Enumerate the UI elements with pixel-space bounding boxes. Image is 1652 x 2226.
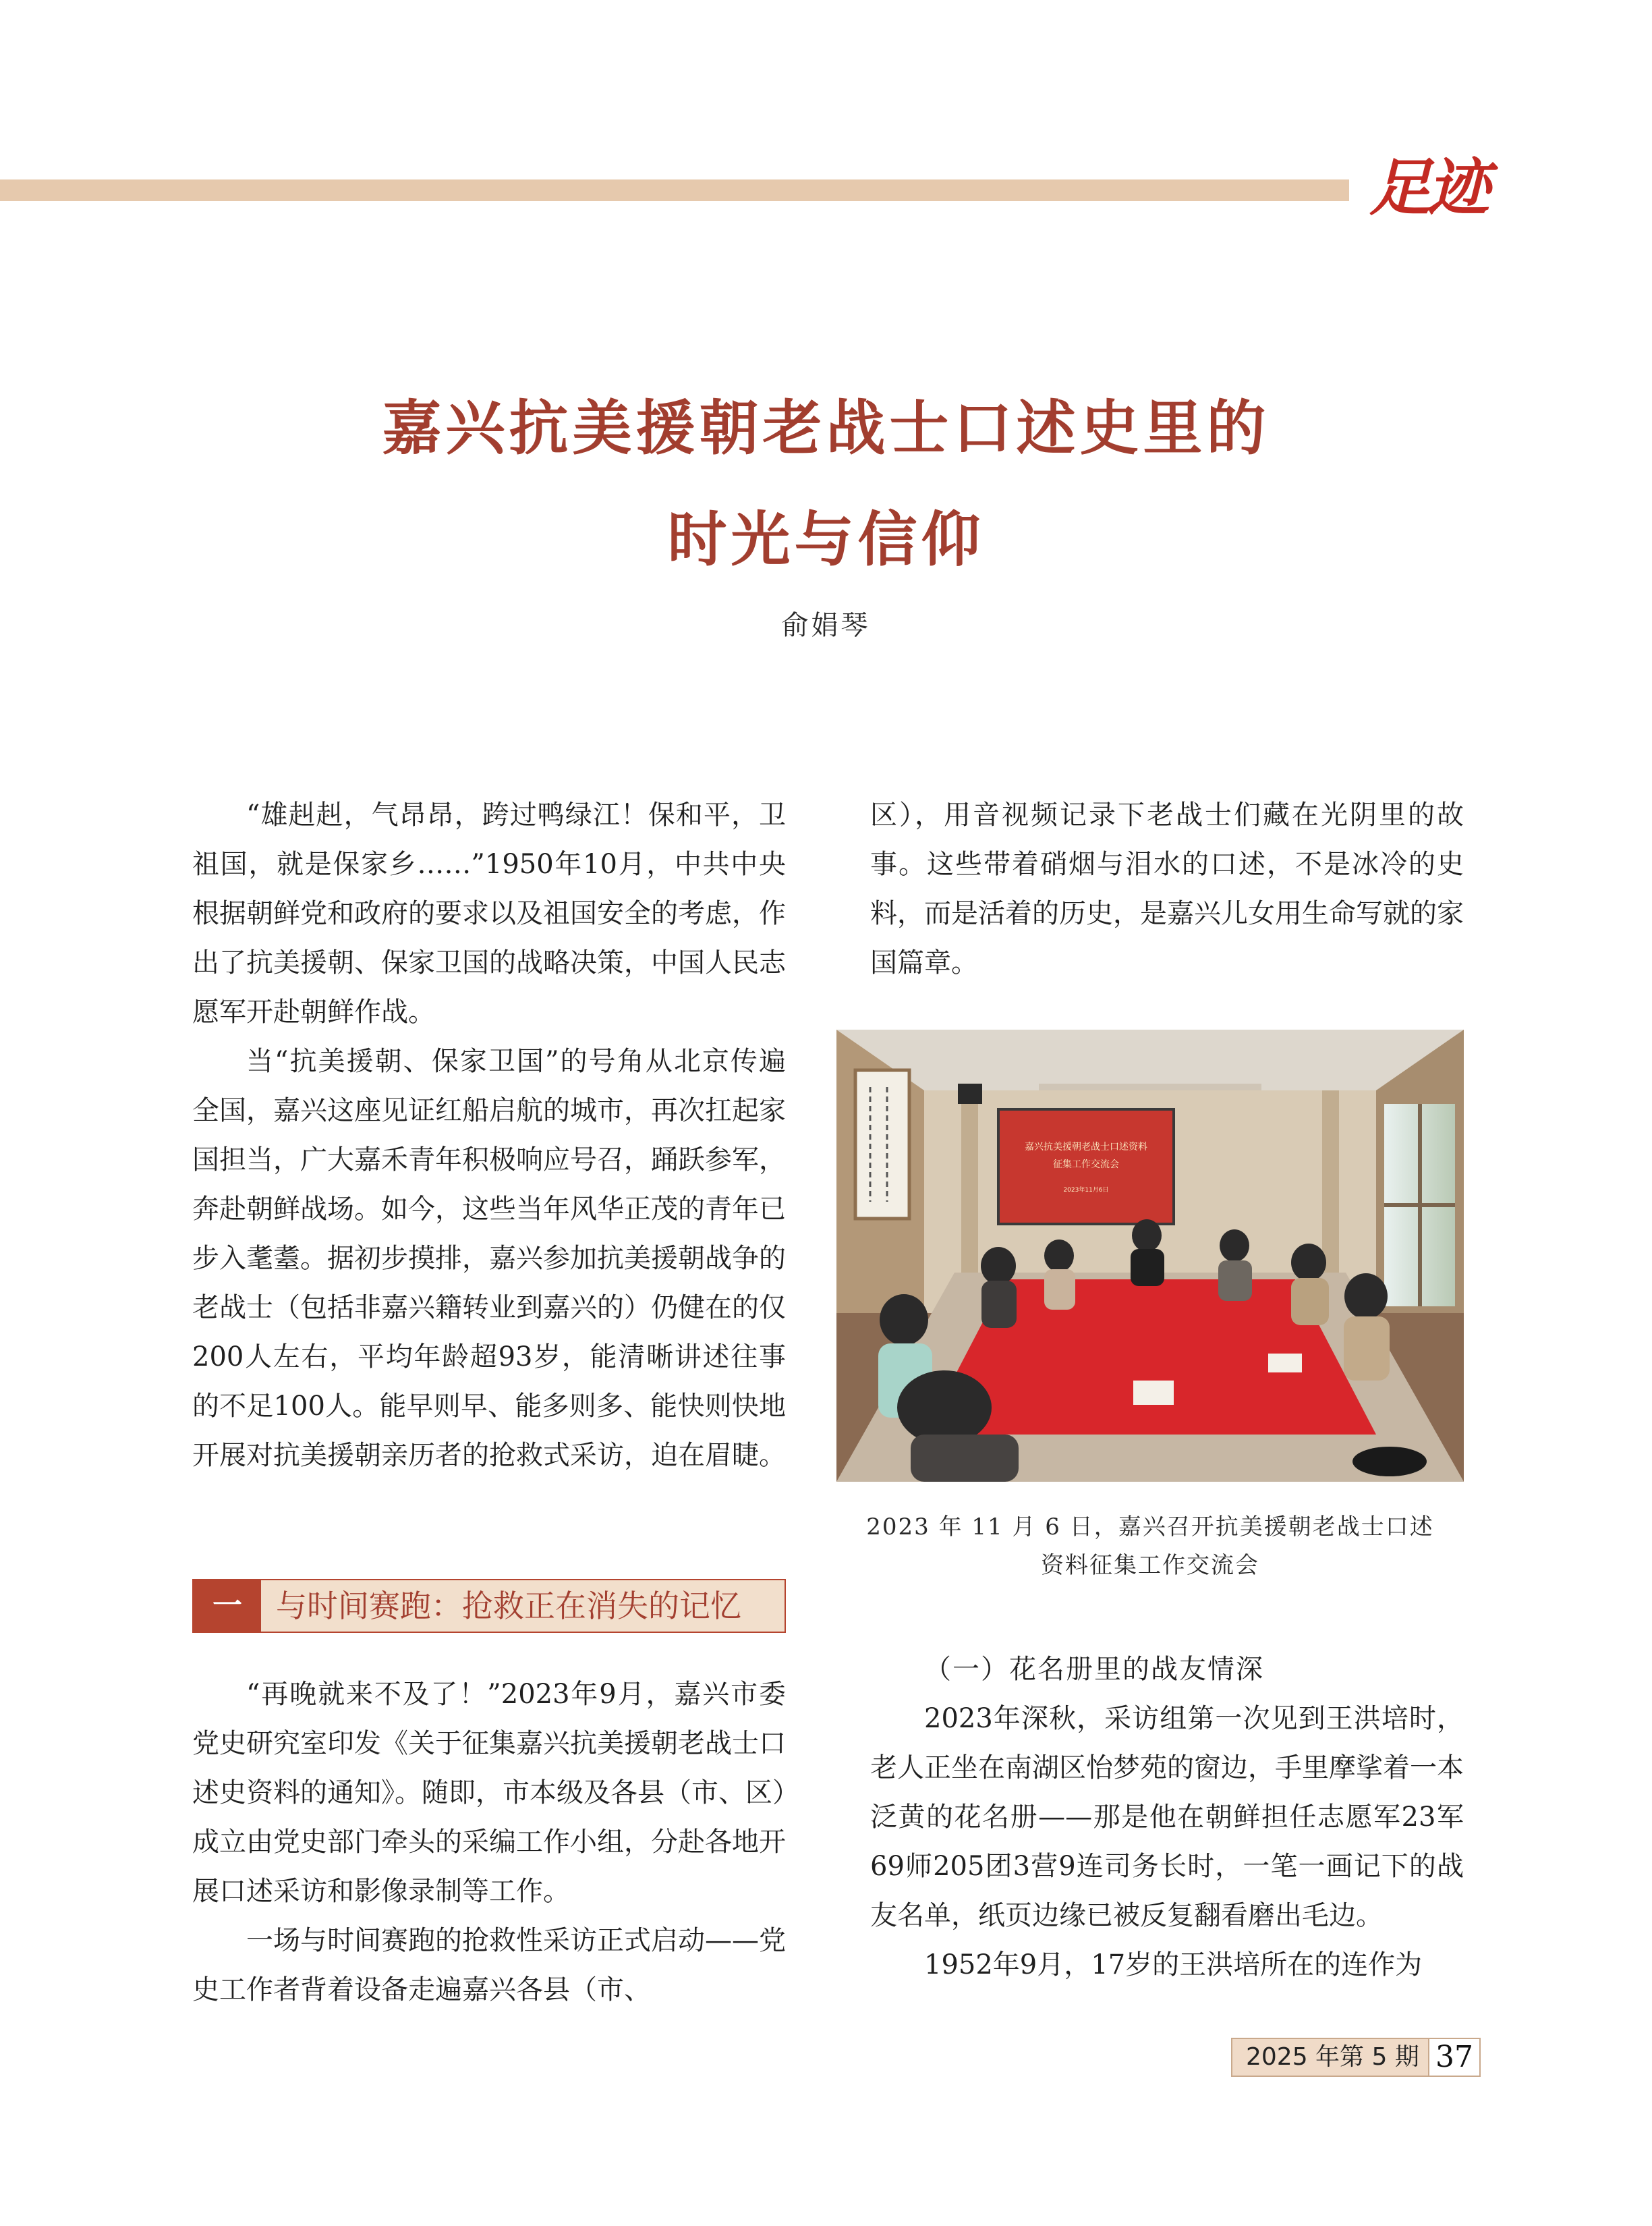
screen-date: 2023年11月6日 xyxy=(1063,1187,1109,1194)
issue-label: 2025 年第 5 期 xyxy=(1246,2043,1419,2071)
meeting-photo xyxy=(836,1030,1464,1482)
left-column-top xyxy=(192,791,786,1480)
article-title-line1: 嘉兴抗美援朝老战士口述史里的 xyxy=(382,393,1270,463)
article-title-line2: 时光与信仰 xyxy=(667,505,985,574)
column-logo: 足迹 xyxy=(1369,151,1486,224)
caption-line2: 资料征集工作交流会 xyxy=(1041,1552,1259,1579)
paragraph: 1952年9月，17岁的王洪培所在的连作为 xyxy=(924,1949,1423,1980)
paragraph: “雄赳赳，气昂昂，跨过鸭绿江！保和平，卫祖国，就是保家乡……”1950年10月，中共中央根据朝鲜党和政府的要求以及祖国安全的考虑，作出了抗美援朝、保家卫国的战略决策，中国人民志愿军开赴朝鲜作战。 xyxy=(192,800,786,1028)
section-heading xyxy=(192,1579,786,1633)
photo-caption xyxy=(836,1508,1464,1585)
author-name: 俞娟琴 xyxy=(781,610,871,641)
paragraph: 区），用音视频记录下老战士们藏在光阴里的故事。这些带着硝烟与泪水的口述，不是冰冷的史料，而是活着的历史，是嘉兴儿女用生命写就的家国篇章。 xyxy=(870,800,1464,978)
screen-line1: 嘉兴抗美援朝老战士口述资料 xyxy=(1025,1142,1147,1152)
meeting-photo-illustration xyxy=(836,1030,1464,1482)
right-column-bottom xyxy=(870,1645,1464,1990)
left-column-bottom xyxy=(192,1670,786,2015)
page-number: 37 xyxy=(1428,2038,1481,2077)
page-footer xyxy=(1231,2038,1481,2077)
section-number: 一 xyxy=(194,1580,261,1632)
paragraph: 一场与时间赛跑的抢救性采访正式启动——党史工作者背着设备走遍嘉兴各县（市、 xyxy=(192,1925,786,2005)
screen-line2: 征集工作交流会 xyxy=(1053,1159,1119,1170)
subsection-heading: （一）花名册里的战友情深 xyxy=(924,1654,1264,1685)
section-title: 与时间赛跑：抢救正在消失的记忆 xyxy=(276,1588,741,1624)
paragraph: “再晚就来不及了！”2023年9月，嘉兴市委党史研究室印发《关于征集嘉兴抗美援朝老战士口述史资料的通知》。随即，市本级及各县（市、区）成立由党史部门牵头的采编工作小组，分赴各地开展口述采访和影像录制等工作。 xyxy=(192,1679,786,1907)
header-band xyxy=(0,179,1349,201)
paragraph: 当“抗美援朝、保家卫国”的号角从北京传遍全国，嘉兴这座见证红船启航的城市，再次扛起家国担当，广大嘉禾青年积极响应号召，踊跃参军，奔赴朝鲜战场。如今，这些当年风华正茂的青年已步入耄耋。据初步摸排，嘉兴参加抗美援朝战争的老战士（包括非嘉兴籍转业到嘉兴的）仍健在的仅200人左右，平均年龄超93岁，能清晰讲述往事的不足100人。能早则早、能多则多、能快则快地开展对抗美援朝亲历者的抢救式采访，迫在眉睫。 xyxy=(192,1046,786,1471)
caption-line1: 2023 年 11 月 6 日，嘉兴召开抗美援朝老战士口述 xyxy=(866,1513,1434,1540)
right-column-top xyxy=(870,791,1464,988)
paragraph: 2023年深秋，采访组第一次见到王洪培时，老人正坐在南湖区怡梦苑的窗边，手里摩挲着一本泛黄的花名册——那是他在朝鲜担任志愿军23军69师205团3营9连司务长时，一笔一画记下的战友名单，纸页边缘已被反复翻看磨出毛边。 xyxy=(870,1703,1464,1931)
